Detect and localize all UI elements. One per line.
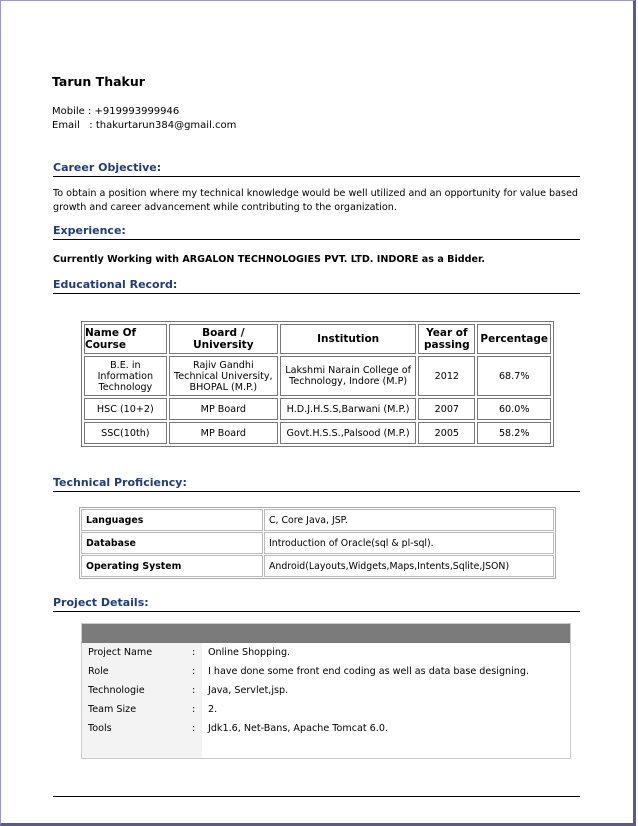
project-value: Java, Servlet,jsp. (208, 685, 289, 696)
course-cell: SSC(10th) (84, 422, 167, 444)
project-value: Jdk1.6, Net-Bans, Apache Tomcat 6.0. (208, 723, 388, 734)
technical-heading: Technical Proficiency: (53, 476, 580, 492)
project-heading: Project Details: (53, 596, 580, 612)
tech-key-cell: Operating System (81, 555, 263, 577)
mobile-line: Mobile : +919993999946 (52, 106, 180, 117)
education-table (81, 321, 554, 447)
project-label: Technologie (88, 685, 145, 696)
bottom-divider (53, 796, 580, 797)
career-objective-heading: Career Objective: (53, 161, 580, 177)
percentage-cell: 68.7% (477, 356, 551, 396)
board-cell: MP Board (169, 422, 278, 444)
year-cell: 2012 (418, 356, 475, 396)
institution-cell: Lakshmi Narain College of Technology, Indore (M.P) (280, 356, 416, 396)
project-value: I have done some front end coding as well as data base designing. (208, 666, 530, 677)
table-row (84, 356, 551, 396)
institution-cell: Govt.H.S.S.,Palsood (M.P.) (280, 422, 416, 444)
board-cell: Rajiv Gandhi Technical University, BHOPAL (M.P.) (169, 356, 278, 396)
header-year: Year of passing (418, 324, 475, 354)
experience-heading: Experience: (53, 224, 580, 240)
project-label: Project Name (88, 647, 153, 658)
table-row (81, 509, 554, 531)
tech-value-cell: Introduction of Oracle(sql & pl-sql). (264, 532, 554, 554)
board-cell: MP Board (169, 398, 278, 420)
candidate-name: Tarun Thakur (52, 74, 145, 89)
project-header-bar (82, 624, 570, 643)
tech-value-cell: C, Core Java, JSP. (264, 509, 554, 531)
tech-key-cell: Database (81, 532, 263, 554)
project-colon: : (192, 704, 196, 715)
education-header-row (84, 324, 551, 354)
course-cell: HSC (10+2) (84, 398, 167, 420)
year-cell: 2005 (418, 422, 475, 444)
project-label: Team Size (88, 704, 137, 715)
technical-table (79, 507, 556, 579)
tech-key-cell: Languages (81, 509, 263, 531)
experience-text: Currently Working with ARGALON TECHNOLOGIES PVT. LTD. INDORE as a Bidder. (53, 254, 485, 265)
project-label: Role (88, 666, 109, 677)
education-heading: Educational Record: (53, 278, 580, 294)
table-row (81, 555, 554, 577)
project-colon: : (192, 666, 196, 677)
header-institution: Institution (280, 324, 416, 354)
project-colon: : (192, 647, 196, 658)
table-row (81, 532, 554, 554)
project-value: Online Shopping. (208, 647, 291, 658)
email-line: Email : thakurtarun384@gmail.com (52, 120, 237, 131)
tech-value-cell: Android(Layouts,Widgets,Maps,Intents,Sqlite,JSON) (264, 555, 554, 577)
project-colon: : (192, 685, 196, 696)
table-row (84, 422, 551, 444)
percentage-cell: 58.2% (477, 422, 551, 444)
percentage-cell: 60.0% (477, 398, 551, 420)
project-label: Tools (88, 723, 112, 734)
career-objective-text: To obtain a position where my technical knowledge would be well utilized and an opportunity for value based growth and career advancement while contributing to the organization. (53, 188, 578, 213)
table-row (84, 398, 551, 420)
project-value-column (202, 643, 570, 758)
header-percentage: Percentage (477, 324, 551, 354)
course-cell: B.E. in Information Technology (84, 356, 167, 396)
year-cell: 2007 (418, 398, 475, 420)
header-course: Name Of Course (84, 324, 167, 354)
project-value: 2. (208, 704, 218, 715)
project-details-box (81, 623, 571, 759)
project-colon: : (192, 723, 196, 734)
institution-cell: H.D.J.H.S.S,Barwani (M.P.) (280, 398, 416, 420)
header-board: Board / University (169, 324, 278, 354)
